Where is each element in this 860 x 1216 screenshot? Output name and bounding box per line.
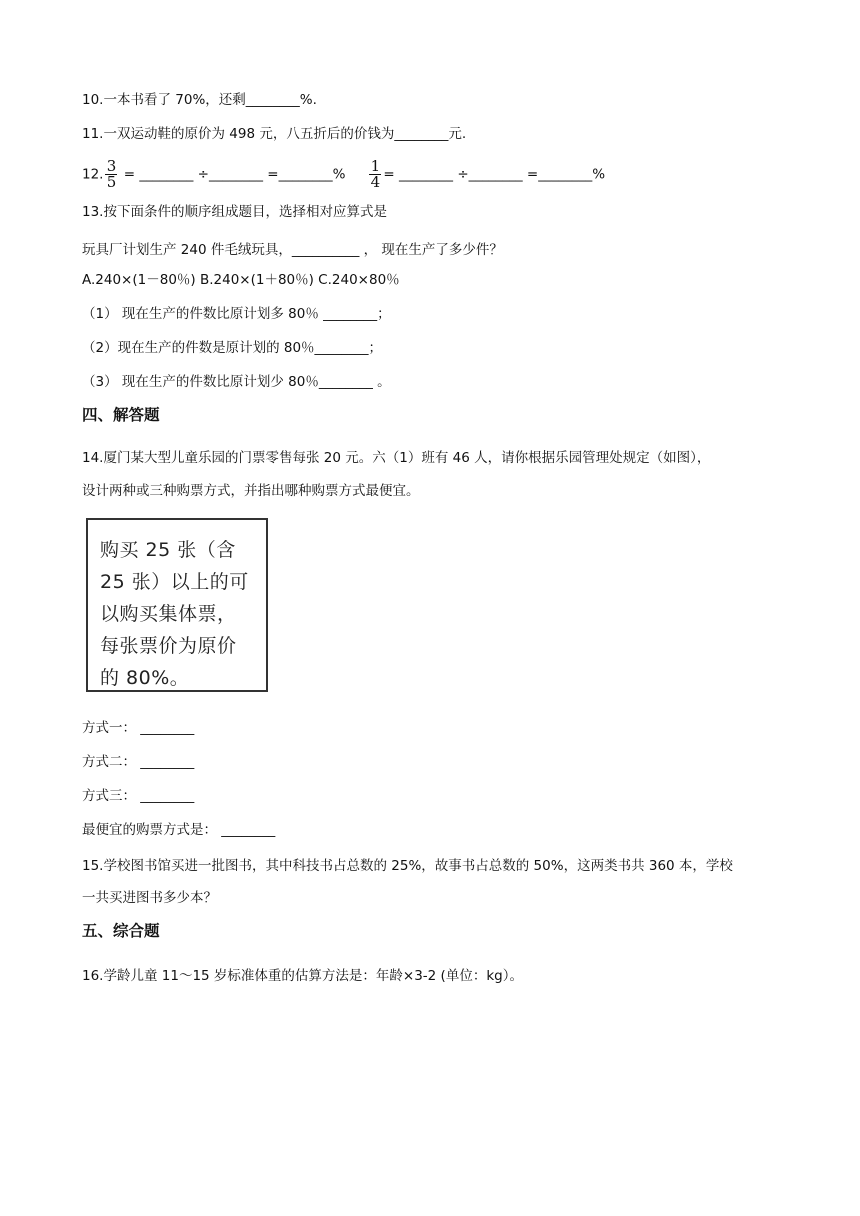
cheapest-way: 最便宜的购票方式是： ________: [82, 822, 276, 838]
question-13-sub-2: （2）现在生产的件数是原计划的 80％________；: [82, 340, 383, 356]
question-15-line-2: 一共买进图书多少本？: [82, 890, 217, 906]
question-12-part-2: = ________ ÷________ =________%: [383, 166, 606, 183]
question-11: 11.一双运动鞋的原价为 498 元，八五折后的价钱为________元.: [82, 126, 467, 142]
fraction-denominator: 4: [370, 173, 381, 191]
question-12-part-1: = ________ ÷________ =________%: [119, 166, 346, 183]
rule-line: 购买 25 张（含: [100, 539, 236, 561]
question-10: 10.一本书看了 70%，还剩________%.: [82, 92, 317, 108]
purchase-way-2: 方式二： ________: [82, 754, 195, 770]
question-13-sub-1: （1） 现在生产的件数比原计划多 80％ ________；: [82, 306, 391, 322]
fraction-one-quarter: [369, 157, 381, 191]
question-14-line-2: 设计两种或三种购票方式，并指出哪种购票方式最便宜。: [82, 483, 420, 499]
question-12: [82, 157, 606, 191]
question-12-number: 12.: [82, 166, 104, 183]
rule-line: 的 80%。: [100, 667, 190, 689]
question-14-line-1: 14.厦门某大型儿童乐园的门票零售每张 20 元。六（1）班有 46 人，请你根据乐园管理处规定（如图），: [82, 450, 711, 466]
purchase-way-3: 方式三： ________: [82, 788, 195, 804]
fraction-numerator: 3: [106, 157, 117, 175]
question-15-line-1: 15.学校图书馆买进一批图书，其中科技书占总数的 25%，故事书占总数的 50%，这两类书共 360 本，学校: [82, 858, 733, 874]
section-heading-4: 四、解答题: [82, 406, 160, 424]
rule-line: 每张票价为原价: [100, 635, 237, 657]
question-16: 16.学龄儿童 11～15 岁标准体重的估算方法是：年龄×3-2 (单位：kg）。: [82, 968, 523, 984]
question-13-stem: 玩具厂计划生产 240 件毛绒玩具，__________ ， 现在生产了多少件？: [82, 242, 503, 258]
question-13-options: A.240×(1－80％) B.240×(1＋80％) C.240×80％: [82, 272, 400, 288]
rule-line: 以购买集体票，: [100, 603, 237, 625]
question-13-title: 13.按下面条件的顺序组成题目，选择相对应算式是: [82, 204, 387, 220]
fraction-numerator: 1: [370, 157, 381, 175]
fraction-denominator: 5: [106, 173, 117, 191]
question-13-sub-3: （3） 现在生产的件数比原计划少 80％________ 。: [82, 374, 391, 390]
rule-line: 25 张）以上的可: [100, 571, 249, 593]
fraction-three-fifths: [105, 157, 117, 191]
ticket-rule-image: [86, 518, 268, 692]
purchase-way-1: 方式一： ________: [82, 720, 195, 736]
section-heading-5: 五、综合题: [82, 922, 160, 940]
